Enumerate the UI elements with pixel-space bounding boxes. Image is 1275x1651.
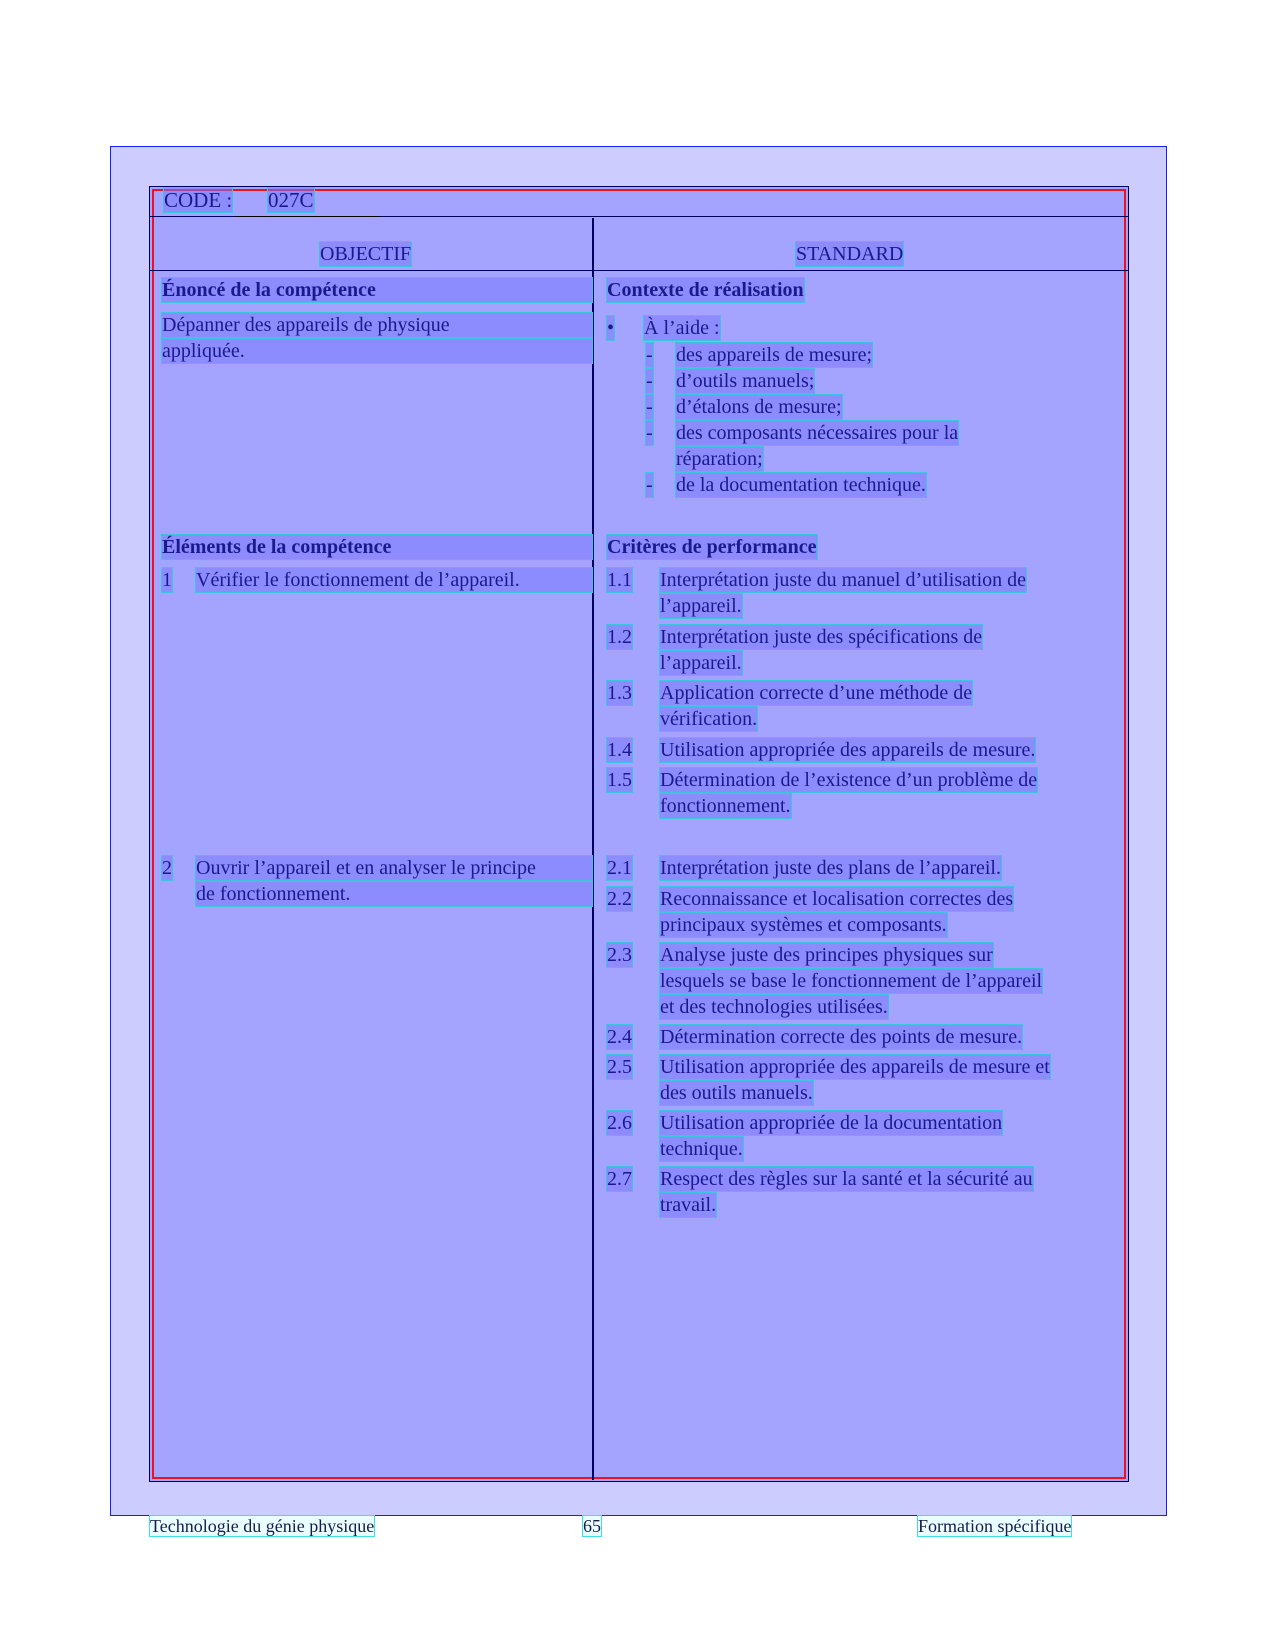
enonce-title: Énoncé de la compétence [162, 278, 592, 302]
critere-line: Interprétation juste des plans de l’appareil. [660, 857, 1001, 879]
element-1-text: Vérifier le fonctionnement de l’appareil. [196, 568, 592, 592]
criteres-title: Critères de performance [607, 536, 817, 558]
code-underline [236, 216, 380, 217]
critere-line: Détermination correcte des points de mesure. [660, 1026, 1023, 1048]
footer-section: Formation spécifique [918, 1516, 1072, 1536]
contexte-item: d’outils manuels; [676, 370, 815, 392]
objectif-header: OBJECTIF [320, 243, 412, 265]
critere-line: travail. [660, 1194, 717, 1216]
critere-line: Détermination de l’existence d’un problème de [660, 769, 1038, 791]
critere-line: Interprétation juste du manuel d’utilisation de [660, 569, 1027, 591]
dash-icon: - [646, 422, 653, 444]
critere-line: des outils manuels. [660, 1082, 813, 1104]
competence-table [149, 186, 1129, 1482]
header-divider [150, 270, 1128, 271]
critere-line: Application correcte d’une méthode de [660, 682, 973, 704]
critere-line: Utilisation appropriée des appareils de mesure. [660, 739, 1036, 761]
critere-number: 1.1 [607, 569, 632, 591]
bullet-icon: • [607, 317, 615, 339]
critere-number: 2.5 [607, 1056, 632, 1078]
dash-icon: - [646, 396, 653, 418]
code-value: 027C [268, 188, 314, 212]
critere-number: 1.5 [607, 769, 632, 791]
element-2-line-2: de fonctionnement. [196, 882, 592, 906]
standard-header: STANDARD [796, 243, 904, 265]
critere-number: 2.6 [607, 1112, 632, 1134]
critere-line: l’appareil. [660, 652, 742, 674]
critere-number: 2.1 [607, 857, 632, 879]
critere-line: et des technologies utilisées. [660, 996, 888, 1018]
contexte-item: réparation; [676, 448, 763, 470]
dash-icon: - [646, 344, 653, 366]
critere-number: 2.3 [607, 944, 632, 966]
critere-number: 1.4 [607, 739, 632, 761]
enonce-line-1: Dépanner des appareils de physique [162, 313, 592, 337]
critere-line: Interprétation juste des spécifications de [660, 626, 983, 648]
contexte-item: des appareils de mesure; [676, 344, 873, 366]
dash-icon: - [646, 370, 653, 392]
critere-line: technique. [660, 1138, 743, 1160]
footer-program: Technologie du génie physique [150, 1516, 375, 1536]
contexte-item: de la documentation technique. [676, 474, 926, 496]
critere-line: vérification. [660, 708, 758, 730]
critere-number: 1.3 [607, 682, 632, 704]
critere-line: principaux systèmes et composants. [660, 914, 947, 936]
element-2-number: 2 [162, 857, 172, 879]
element-1-number: 1 [162, 569, 172, 591]
critere-line: Reconnaissance et localisation correctes des [660, 888, 1014, 910]
elements-title: Éléments de la compétence [162, 535, 592, 559]
critere-line: lesquels se base le fonctionnement de l’appareil [660, 970, 1043, 992]
contexte-title: Contexte de réalisation [607, 279, 804, 301]
footer-page-number: 65 [583, 1516, 601, 1536]
critere-number: 2.4 [607, 1026, 632, 1048]
code-label: CODE : [164, 188, 233, 212]
contexte-item: des composants nécessaires pour la [676, 422, 959, 444]
critere-line: Respect des règles sur la santé et la sécurité au [660, 1168, 1033, 1190]
dash-icon: - [646, 474, 653, 496]
critere-number: 1.2 [607, 626, 632, 648]
element-2-line-1: Ouvrir l’appareil et en analyser le principe [196, 856, 592, 880]
critere-line: Utilisation appropriée des appareils de mesure et [660, 1056, 1050, 1078]
critere-line: Analyse juste des principes physiques sur [660, 944, 993, 966]
critere-line: Utilisation appropriée de la documentation [660, 1112, 1003, 1134]
enonce-line-2: appliquée. [162, 339, 592, 363]
critere-number: 2.2 [607, 888, 632, 910]
contexte-item: d’étalons de mesure; [676, 396, 842, 418]
critere-line: fonctionnement. [660, 795, 791, 817]
column-divider [592, 218, 594, 1480]
contexte-intro: À l’aide : [644, 317, 720, 339]
critere-number: 2.7 [607, 1168, 632, 1190]
critere-line: l’appareil. [660, 595, 742, 617]
